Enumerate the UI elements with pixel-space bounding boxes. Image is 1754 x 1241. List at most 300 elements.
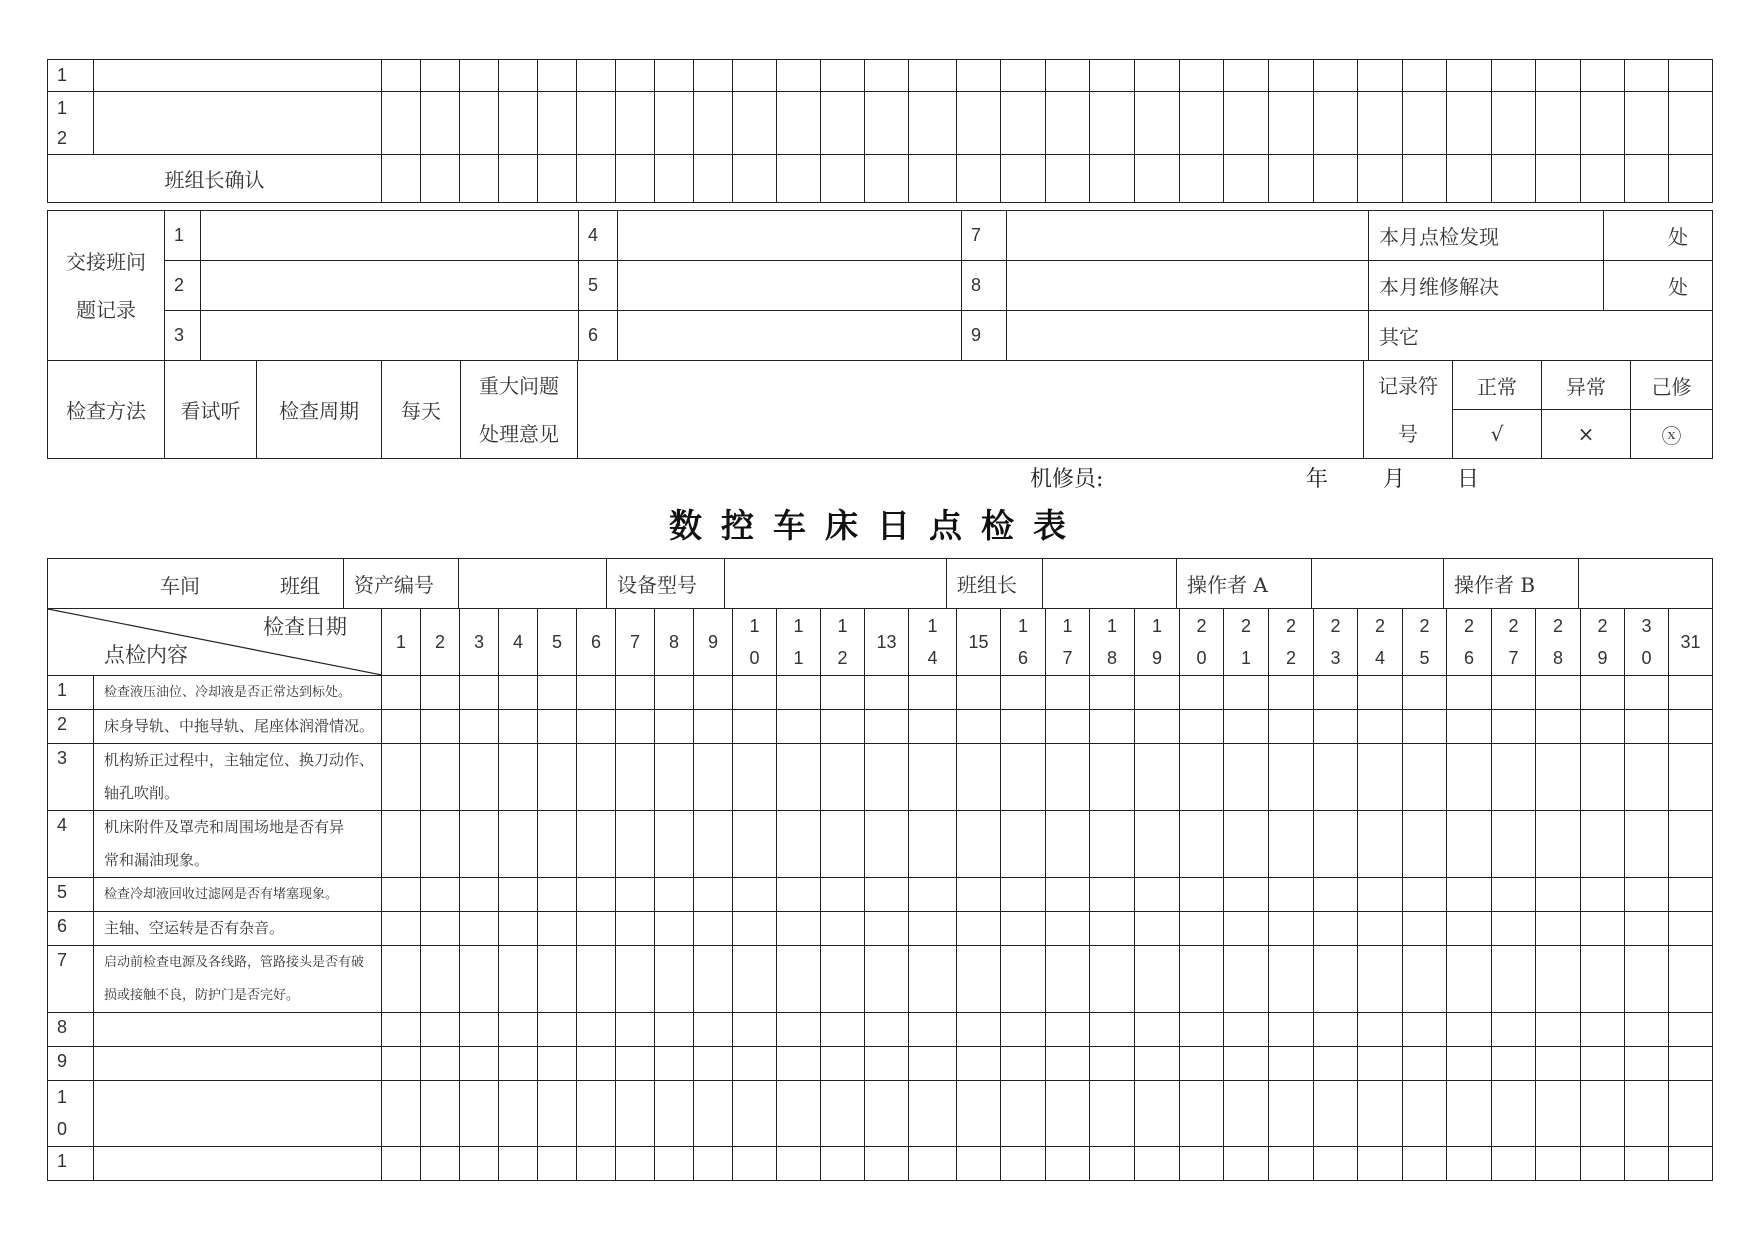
day-check-cell[interactable] bbox=[499, 946, 538, 1013]
day-check-cell[interactable] bbox=[1180, 744, 1224, 811]
day-check-cell[interactable] bbox=[616, 811, 655, 878]
day-check-cell[interactable] bbox=[1135, 744, 1180, 811]
day-check-cell[interactable] bbox=[616, 676, 655, 710]
day-check-cell[interactable] bbox=[1090, 878, 1135, 912]
confirm-cell[interactable] bbox=[538, 155, 577, 203]
day-check-cell[interactable] bbox=[1135, 676, 1180, 710]
day-check-cell[interactable] bbox=[865, 1047, 909, 1081]
day-check-cell[interactable] bbox=[1001, 92, 1046, 155]
day-check-cell[interactable] bbox=[655, 676, 694, 710]
day-check-cell[interactable] bbox=[1269, 1013, 1314, 1047]
day-check-cell[interactable] bbox=[655, 1047, 694, 1081]
day-check-cell[interactable] bbox=[909, 1013, 957, 1047]
day-check-cell[interactable] bbox=[1492, 710, 1536, 744]
day-check-cell[interactable] bbox=[957, 676, 1001, 710]
day-check-cell[interactable] bbox=[1403, 676, 1447, 710]
day-check-cell[interactable] bbox=[655, 1147, 694, 1181]
day-check-cell[interactable] bbox=[382, 1081, 421, 1147]
day-check-cell[interactable] bbox=[1669, 1013, 1713, 1047]
day-check-cell[interactable] bbox=[777, 92, 821, 155]
handover-entry[interactable] bbox=[618, 211, 962, 261]
day-check-cell[interactable] bbox=[421, 1147, 460, 1181]
day-check-cell[interactable] bbox=[1046, 710, 1090, 744]
day-check-cell[interactable] bbox=[733, 1147, 777, 1181]
confirm-cell[interactable] bbox=[382, 155, 421, 203]
day-check-cell[interactable] bbox=[1314, 878, 1358, 912]
day-check-cell[interactable] bbox=[577, 60, 616, 92]
day-check-cell[interactable] bbox=[1135, 1047, 1180, 1081]
day-check-cell[interactable] bbox=[821, 878, 865, 912]
day-check-cell[interactable] bbox=[909, 946, 957, 1013]
day-check-cell[interactable] bbox=[1090, 744, 1135, 811]
confirm-cell[interactable] bbox=[1269, 155, 1314, 203]
day-check-cell[interactable] bbox=[1403, 1147, 1447, 1181]
confirm-cell[interactable] bbox=[1224, 155, 1269, 203]
day-check-cell[interactable] bbox=[694, 1147, 733, 1181]
day-check-cell[interactable] bbox=[1669, 1081, 1713, 1147]
day-check-cell[interactable] bbox=[421, 1013, 460, 1047]
day-check-cell[interactable] bbox=[1581, 1081, 1625, 1147]
day-check-cell[interactable] bbox=[460, 92, 499, 155]
day-check-cell[interactable] bbox=[1269, 92, 1314, 155]
day-check-cell[interactable] bbox=[1135, 1147, 1180, 1181]
day-check-cell[interactable] bbox=[1224, 1081, 1269, 1147]
day-check-cell[interactable] bbox=[460, 1013, 499, 1047]
day-check-cell[interactable] bbox=[1046, 1147, 1090, 1181]
day-check-cell[interactable] bbox=[733, 878, 777, 912]
confirm-cell[interactable] bbox=[1669, 155, 1713, 203]
day-check-cell[interactable] bbox=[1492, 92, 1536, 155]
day-check-cell[interactable] bbox=[1090, 912, 1135, 946]
confirm-cell[interactable] bbox=[1090, 155, 1135, 203]
day-check-cell[interactable] bbox=[1625, 92, 1669, 155]
day-check-cell[interactable] bbox=[1447, 878, 1492, 912]
day-check-cell[interactable] bbox=[655, 912, 694, 946]
day-check-cell[interactable] bbox=[1135, 912, 1180, 946]
day-check-cell[interactable] bbox=[538, 1047, 577, 1081]
day-check-cell[interactable] bbox=[1269, 912, 1314, 946]
day-check-cell[interactable] bbox=[460, 946, 499, 1013]
day-check-cell[interactable] bbox=[1358, 60, 1403, 92]
day-check-cell[interactable] bbox=[957, 710, 1001, 744]
day-check-cell[interactable] bbox=[1447, 92, 1492, 155]
day-check-cell[interactable] bbox=[616, 60, 655, 92]
day-check-cell[interactable] bbox=[1669, 92, 1713, 155]
day-check-cell[interactable] bbox=[499, 1047, 538, 1081]
day-check-cell[interactable] bbox=[1581, 60, 1625, 92]
day-check-cell[interactable] bbox=[421, 60, 460, 92]
day-check-cell[interactable] bbox=[909, 1047, 957, 1081]
day-check-cell[interactable] bbox=[1135, 60, 1180, 92]
day-check-cell[interactable] bbox=[1180, 878, 1224, 912]
day-check-cell[interactable] bbox=[1269, 710, 1314, 744]
day-check-cell[interactable] bbox=[1180, 710, 1224, 744]
day-check-cell[interactable] bbox=[655, 811, 694, 878]
day-check-cell[interactable] bbox=[1625, 912, 1669, 946]
day-check-cell[interactable] bbox=[1669, 878, 1713, 912]
day-check-cell[interactable] bbox=[538, 92, 577, 155]
day-check-cell[interactable] bbox=[1135, 1081, 1180, 1147]
day-check-cell[interactable] bbox=[1180, 1081, 1224, 1147]
day-check-cell[interactable] bbox=[499, 1147, 538, 1181]
day-check-cell[interactable] bbox=[577, 710, 616, 744]
day-check-cell[interactable] bbox=[655, 878, 694, 912]
day-check-cell[interactable] bbox=[821, 1047, 865, 1081]
day-check-cell[interactable] bbox=[1269, 1047, 1314, 1081]
day-check-cell[interactable] bbox=[777, 878, 821, 912]
day-check-cell[interactable] bbox=[1001, 878, 1046, 912]
day-check-cell[interactable] bbox=[460, 1147, 499, 1181]
day-check-cell[interactable] bbox=[1090, 60, 1135, 92]
day-check-cell[interactable] bbox=[421, 1081, 460, 1147]
day-check-cell[interactable] bbox=[460, 1047, 499, 1081]
day-check-cell[interactable] bbox=[538, 744, 577, 811]
day-check-cell[interactable] bbox=[1625, 1047, 1669, 1081]
day-check-cell[interactable] bbox=[460, 1081, 499, 1147]
day-check-cell[interactable] bbox=[1581, 710, 1625, 744]
day-check-cell[interactable] bbox=[538, 60, 577, 92]
day-check-cell[interactable] bbox=[1447, 946, 1492, 1013]
day-check-cell[interactable] bbox=[499, 811, 538, 878]
day-check-cell[interactable] bbox=[1669, 60, 1713, 92]
day-check-cell[interactable] bbox=[1625, 744, 1669, 811]
day-check-cell[interactable] bbox=[499, 912, 538, 946]
day-check-cell[interactable] bbox=[1224, 878, 1269, 912]
day-check-cell[interactable] bbox=[733, 1047, 777, 1081]
day-check-cell[interactable] bbox=[1358, 710, 1403, 744]
day-check-cell[interactable] bbox=[1403, 811, 1447, 878]
day-check-cell[interactable] bbox=[694, 1081, 733, 1147]
day-check-cell[interactable] bbox=[1180, 946, 1224, 1013]
day-check-cell[interactable] bbox=[865, 1081, 909, 1147]
day-check-cell[interactable] bbox=[957, 1013, 1001, 1047]
day-check-cell[interactable] bbox=[1314, 92, 1358, 155]
day-check-cell[interactable] bbox=[865, 1013, 909, 1047]
day-check-cell[interactable] bbox=[1001, 710, 1046, 744]
day-check-cell[interactable] bbox=[777, 1081, 821, 1147]
day-check-cell[interactable] bbox=[499, 744, 538, 811]
day-check-cell[interactable] bbox=[1090, 92, 1135, 155]
handover-entry[interactable] bbox=[618, 311, 962, 361]
day-check-cell[interactable] bbox=[1046, 811, 1090, 878]
day-check-cell[interactable] bbox=[1314, 811, 1358, 878]
handover-entry[interactable] bbox=[618, 261, 962, 311]
handover-entry[interactable] bbox=[201, 211, 579, 261]
day-check-cell[interactable] bbox=[538, 811, 577, 878]
day-check-cell[interactable] bbox=[655, 60, 694, 92]
day-check-cell[interactable] bbox=[655, 744, 694, 811]
day-check-cell[interactable] bbox=[655, 1013, 694, 1047]
day-check-cell[interactable] bbox=[1403, 946, 1447, 1013]
day-check-cell[interactable] bbox=[1536, 878, 1581, 912]
day-check-cell[interactable] bbox=[777, 1013, 821, 1047]
day-check-cell[interactable] bbox=[821, 1013, 865, 1047]
day-check-cell[interactable] bbox=[1001, 1147, 1046, 1181]
day-check-cell[interactable] bbox=[460, 710, 499, 744]
day-check-cell[interactable] bbox=[1269, 946, 1314, 1013]
day-check-cell[interactable] bbox=[1403, 1013, 1447, 1047]
asset-no-value[interactable] bbox=[459, 559, 607, 609]
day-check-cell[interactable] bbox=[1447, 811, 1492, 878]
day-check-cell[interactable] bbox=[382, 1147, 421, 1181]
day-check-cell[interactable] bbox=[821, 92, 865, 155]
day-check-cell[interactable] bbox=[1447, 1147, 1492, 1181]
day-check-cell[interactable] bbox=[865, 92, 909, 155]
day-check-cell[interactable] bbox=[1358, 1147, 1403, 1181]
day-check-cell[interactable] bbox=[1224, 744, 1269, 811]
day-check-cell[interactable] bbox=[577, 912, 616, 946]
day-check-cell[interactable] bbox=[382, 946, 421, 1013]
day-check-cell[interactable] bbox=[909, 92, 957, 155]
day-check-cell[interactable] bbox=[1090, 946, 1135, 1013]
day-check-cell[interactable] bbox=[1001, 1047, 1046, 1081]
day-check-cell[interactable] bbox=[1224, 912, 1269, 946]
day-check-cell[interactable] bbox=[1135, 92, 1180, 155]
day-check-cell[interactable] bbox=[421, 878, 460, 912]
day-check-cell[interactable] bbox=[1135, 1013, 1180, 1047]
day-check-cell[interactable] bbox=[1536, 811, 1581, 878]
day-check-cell[interactable] bbox=[1358, 676, 1403, 710]
day-check-cell[interactable] bbox=[1180, 1047, 1224, 1081]
day-check-cell[interactable] bbox=[777, 710, 821, 744]
day-check-cell[interactable] bbox=[909, 811, 957, 878]
day-check-cell[interactable] bbox=[1492, 676, 1536, 710]
day-check-cell[interactable] bbox=[1314, 1081, 1358, 1147]
day-check-cell[interactable] bbox=[1403, 60, 1447, 92]
day-check-cell[interactable] bbox=[1269, 676, 1314, 710]
day-check-cell[interactable] bbox=[1492, 1013, 1536, 1047]
day-check-cell[interactable] bbox=[1314, 946, 1358, 1013]
day-check-cell[interactable] bbox=[1581, 1013, 1625, 1047]
day-check-cell[interactable] bbox=[777, 1147, 821, 1181]
day-check-cell[interactable] bbox=[694, 744, 733, 811]
day-check-cell[interactable] bbox=[1314, 676, 1358, 710]
day-check-cell[interactable] bbox=[577, 878, 616, 912]
day-check-cell[interactable] bbox=[865, 811, 909, 878]
day-check-cell[interactable] bbox=[538, 1147, 577, 1181]
day-check-cell[interactable] bbox=[1046, 946, 1090, 1013]
day-check-cell[interactable] bbox=[777, 946, 821, 1013]
day-check-cell[interactable] bbox=[777, 1047, 821, 1081]
confirm-cell[interactable] bbox=[821, 155, 865, 203]
day-check-cell[interactable] bbox=[1492, 1081, 1536, 1147]
day-check-cell[interactable] bbox=[538, 1081, 577, 1147]
day-check-cell[interactable] bbox=[1447, 1081, 1492, 1147]
day-check-cell[interactable] bbox=[1269, 878, 1314, 912]
day-check-cell[interactable] bbox=[538, 1013, 577, 1047]
day-check-cell[interactable] bbox=[1492, 811, 1536, 878]
day-check-cell[interactable] bbox=[499, 1013, 538, 1047]
day-check-cell[interactable] bbox=[616, 946, 655, 1013]
day-check-cell[interactable] bbox=[694, 811, 733, 878]
day-check-cell[interactable] bbox=[1403, 710, 1447, 744]
day-check-cell[interactable] bbox=[538, 946, 577, 1013]
day-check-cell[interactable] bbox=[957, 1081, 1001, 1147]
day-check-cell[interactable] bbox=[733, 1013, 777, 1047]
day-check-cell[interactable] bbox=[1358, 811, 1403, 878]
day-check-cell[interactable] bbox=[1447, 710, 1492, 744]
day-check-cell[interactable] bbox=[733, 912, 777, 946]
day-check-cell[interactable] bbox=[1046, 1047, 1090, 1081]
day-check-cell[interactable] bbox=[957, 878, 1001, 912]
handover-entry[interactable] bbox=[201, 261, 579, 311]
day-check-cell[interactable] bbox=[1090, 1081, 1135, 1147]
day-check-cell[interactable] bbox=[777, 811, 821, 878]
day-check-cell[interactable] bbox=[421, 946, 460, 1013]
day-check-cell[interactable] bbox=[694, 912, 733, 946]
day-check-cell[interactable] bbox=[1536, 676, 1581, 710]
day-check-cell[interactable] bbox=[1090, 811, 1135, 878]
day-check-cell[interactable] bbox=[1224, 1047, 1269, 1081]
day-check-cell[interactable] bbox=[1536, 1013, 1581, 1047]
day-check-cell[interactable] bbox=[655, 1081, 694, 1147]
day-check-cell[interactable] bbox=[733, 92, 777, 155]
day-check-cell[interactable] bbox=[1135, 811, 1180, 878]
day-check-cell[interactable] bbox=[1581, 811, 1625, 878]
day-check-cell[interactable] bbox=[1492, 878, 1536, 912]
day-check-cell[interactable] bbox=[909, 878, 957, 912]
day-check-cell[interactable] bbox=[1269, 811, 1314, 878]
day-check-cell[interactable] bbox=[1669, 1147, 1713, 1181]
day-check-cell[interactable] bbox=[1492, 1147, 1536, 1181]
confirm-cell[interactable] bbox=[1625, 155, 1669, 203]
day-check-cell[interactable] bbox=[1269, 1147, 1314, 1181]
day-check-cell[interactable] bbox=[1669, 946, 1713, 1013]
day-check-cell[interactable] bbox=[1180, 1013, 1224, 1047]
day-check-cell[interactable] bbox=[694, 60, 733, 92]
day-check-cell[interactable] bbox=[1314, 1013, 1358, 1047]
day-check-cell[interactable] bbox=[821, 60, 865, 92]
day-check-cell[interactable] bbox=[499, 60, 538, 92]
day-check-cell[interactable] bbox=[616, 912, 655, 946]
day-check-cell[interactable] bbox=[1314, 1047, 1358, 1081]
day-check-cell[interactable] bbox=[382, 878, 421, 912]
confirm-cell[interactable] bbox=[909, 155, 957, 203]
day-check-cell[interactable] bbox=[1358, 912, 1403, 946]
confirm-cell[interactable] bbox=[1447, 155, 1492, 203]
day-check-cell[interactable] bbox=[1492, 60, 1536, 92]
day-check-cell[interactable] bbox=[777, 676, 821, 710]
day-check-cell[interactable] bbox=[694, 92, 733, 155]
day-check-cell[interactable] bbox=[577, 1081, 616, 1147]
day-check-cell[interactable] bbox=[1625, 811, 1669, 878]
day-check-cell[interactable] bbox=[1001, 912, 1046, 946]
day-check-cell[interactable] bbox=[1224, 60, 1269, 92]
day-check-cell[interactable] bbox=[1492, 1047, 1536, 1081]
day-check-cell[interactable] bbox=[957, 744, 1001, 811]
day-check-cell[interactable] bbox=[1046, 60, 1090, 92]
day-check-cell[interactable] bbox=[1314, 744, 1358, 811]
day-check-cell[interactable] bbox=[1090, 1047, 1135, 1081]
day-check-cell[interactable] bbox=[577, 92, 616, 155]
day-check-cell[interactable] bbox=[1314, 912, 1358, 946]
day-check-cell[interactable] bbox=[421, 912, 460, 946]
day-check-cell[interactable] bbox=[460, 676, 499, 710]
day-check-cell[interactable] bbox=[1180, 60, 1224, 92]
handover-entry[interactable] bbox=[201, 311, 579, 361]
day-check-cell[interactable] bbox=[538, 676, 577, 710]
day-check-cell[interactable] bbox=[577, 811, 616, 878]
day-check-cell[interactable] bbox=[577, 744, 616, 811]
day-check-cell[interactable] bbox=[694, 1047, 733, 1081]
confirm-cell[interactable] bbox=[733, 155, 777, 203]
day-check-cell[interactable] bbox=[865, 676, 909, 710]
day-check-cell[interactable] bbox=[1046, 676, 1090, 710]
day-check-cell[interactable] bbox=[1358, 1013, 1403, 1047]
confirm-cell[interactable] bbox=[694, 155, 733, 203]
day-check-cell[interactable] bbox=[577, 1147, 616, 1181]
day-check-cell[interactable] bbox=[1001, 811, 1046, 878]
day-check-cell[interactable] bbox=[421, 811, 460, 878]
day-check-cell[interactable] bbox=[382, 1047, 421, 1081]
day-check-cell[interactable] bbox=[821, 676, 865, 710]
day-check-cell[interactable] bbox=[1625, 60, 1669, 92]
day-check-cell[interactable] bbox=[733, 60, 777, 92]
day-check-cell[interactable] bbox=[865, 744, 909, 811]
day-check-cell[interactable] bbox=[421, 744, 460, 811]
confirm-cell[interactable] bbox=[1403, 155, 1447, 203]
confirm-cell[interactable] bbox=[957, 155, 1001, 203]
day-check-cell[interactable] bbox=[733, 946, 777, 1013]
day-check-cell[interactable] bbox=[1536, 1147, 1581, 1181]
day-check-cell[interactable] bbox=[1581, 912, 1625, 946]
day-check-cell[interactable] bbox=[1669, 811, 1713, 878]
day-check-cell[interactable] bbox=[616, 1013, 655, 1047]
day-check-cell[interactable] bbox=[1403, 744, 1447, 811]
day-check-cell[interactable] bbox=[865, 878, 909, 912]
confirm-cell[interactable] bbox=[1180, 155, 1224, 203]
day-check-cell[interactable] bbox=[733, 710, 777, 744]
day-check-cell[interactable] bbox=[865, 946, 909, 1013]
day-check-cell[interactable] bbox=[421, 676, 460, 710]
handover-entry[interactable] bbox=[1007, 311, 1369, 361]
day-check-cell[interactable] bbox=[1001, 60, 1046, 92]
day-check-cell[interactable] bbox=[1224, 946, 1269, 1013]
confirm-cell[interactable] bbox=[1314, 155, 1358, 203]
day-check-cell[interactable] bbox=[616, 1081, 655, 1147]
day-check-cell[interactable] bbox=[1358, 1047, 1403, 1081]
day-check-cell[interactable] bbox=[1536, 92, 1581, 155]
day-check-cell[interactable] bbox=[909, 1081, 957, 1147]
day-check-cell[interactable] bbox=[1180, 811, 1224, 878]
day-check-cell[interactable] bbox=[1447, 744, 1492, 811]
day-check-cell[interactable] bbox=[1046, 744, 1090, 811]
day-check-cell[interactable] bbox=[957, 811, 1001, 878]
equipment-model-value[interactable] bbox=[725, 559, 947, 609]
day-check-cell[interactable] bbox=[865, 710, 909, 744]
day-check-cell[interactable] bbox=[1090, 676, 1135, 710]
day-check-cell[interactable] bbox=[1269, 1081, 1314, 1147]
day-check-cell[interactable] bbox=[1447, 1047, 1492, 1081]
day-check-cell[interactable] bbox=[909, 710, 957, 744]
day-check-cell[interactable] bbox=[1180, 912, 1224, 946]
day-check-cell[interactable] bbox=[1135, 710, 1180, 744]
day-check-cell[interactable] bbox=[616, 744, 655, 811]
day-check-cell[interactable] bbox=[777, 912, 821, 946]
day-check-cell[interactable] bbox=[460, 878, 499, 912]
day-check-cell[interactable] bbox=[1447, 676, 1492, 710]
operator-b-value[interactable] bbox=[1579, 559, 1713, 609]
day-check-cell[interactable] bbox=[1180, 1147, 1224, 1181]
day-check-cell[interactable] bbox=[821, 1081, 865, 1147]
day-check-cell[interactable] bbox=[577, 1047, 616, 1081]
day-check-cell[interactable] bbox=[1536, 744, 1581, 811]
day-check-cell[interactable] bbox=[1314, 60, 1358, 92]
day-check-cell[interactable] bbox=[1046, 1013, 1090, 1047]
day-check-cell[interactable] bbox=[460, 912, 499, 946]
day-check-cell[interactable] bbox=[694, 878, 733, 912]
day-check-cell[interactable] bbox=[1001, 676, 1046, 710]
